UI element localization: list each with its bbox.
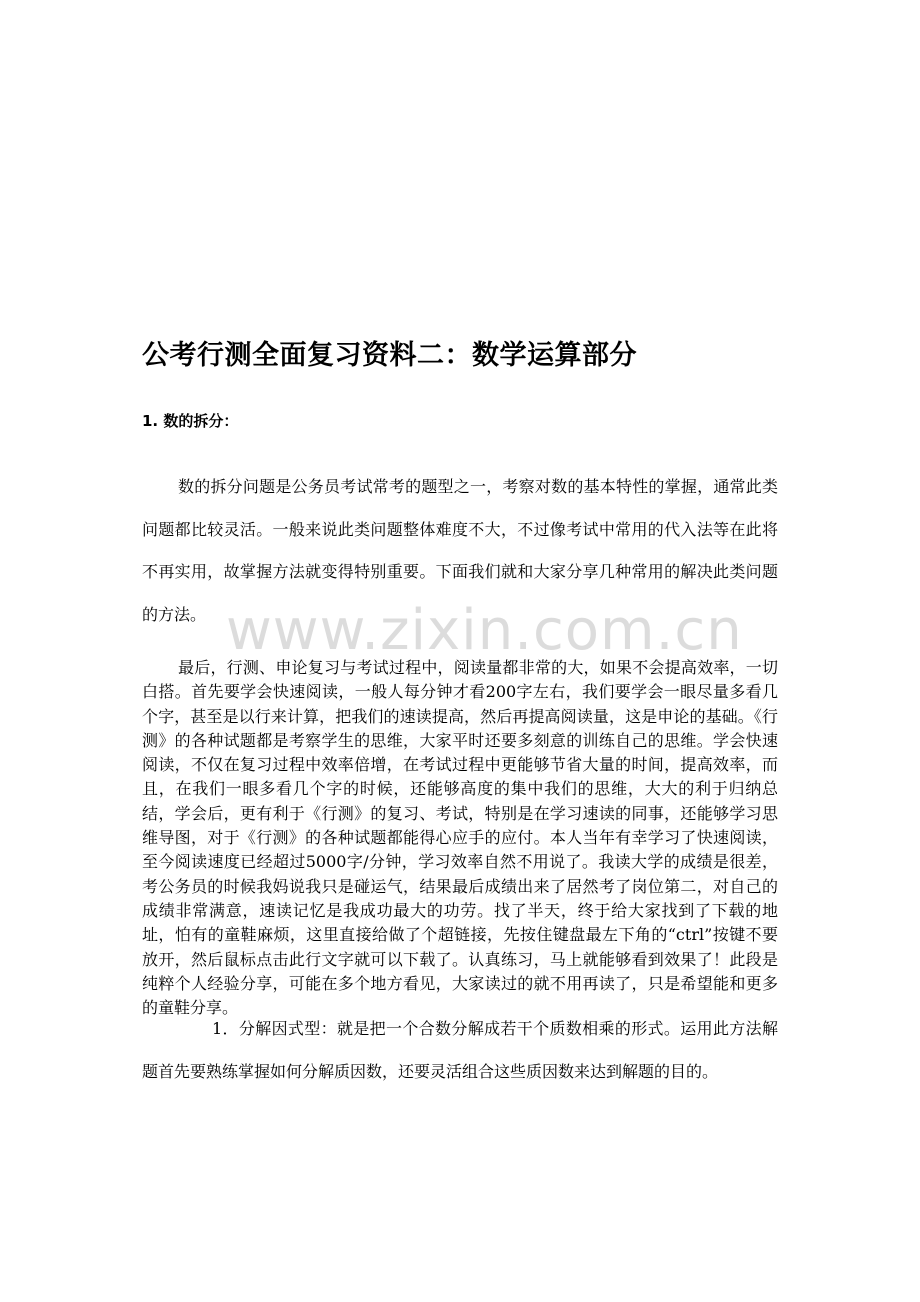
intro-paragraph: 数的拆分问题是公务员考试常考的题型之一，考察对数的基本特性的掌握，通常此类问题都比较灵活。一般来说此类问题整体难度不大，不过像考试中常用的代入法等在此将不再实用，故掌握方法就变得特别重要。下面我们就和大家分享几种常用的解决此类问题的方法。 [142,477,778,624]
experience-paragraph[interactable]: 最后，行测、申论复习与考试过程中，阅读量都非常的大，如果不会提高效率，一切白搭。首先要学会快速阅读，一般人每分钟才看200字左右，我们要学会一眼尽量多看几个字，甚至是以行来计算，把我们的速读提高，然后再提高阅读量，这是申论的基础。《行测》的各种试题都是考察学生的思维，大家平时还要多刻意的训练自己的思维。学会快速阅读，不仅在复习过程中效率倍增，在考试过程中更能够节省大量的时间，提高效率，而且，在我们一眼多看几个字的时候，还能够高度的集中我们的思维，大大的利于归纳总结，学会后，更有利于《行测》的复习、考试，特别是在学习速读的同事，还能够学习思维导图，对于《行测》的各种试题都能得心应手的应付。本人当年有幸学习了快速阅读，至今阅读速度已经超过5000字/分钟，学习效率自然不用说了。我读大学的成绩是很差，考公务员的时候我妈说我只是碰运气，结果最后成绩出来了居然考了岗位第二，对自己的成绩非常满意，速读记忆是我成功最大的功劳。找了半天，终于给大家找到了下载的地址，怕有的童鞋麻烦，这里直接给做了个超链接，先按住键盘最左下角的“ctrl”按键不要放开，然后鼠标点击此行文字就可以下载了。认真练习，马上就能够看到效果了！此段是纯粹个人经验分享，可能在多个地方看见，大家读过的就不用再读了，只是希望能和更多的童鞋分享。 [142,658,778,1018]
page-title: 公考行测全面复习资料二：数学运算部分 [142,340,637,371]
section-heading: 1. 数的拆分： [142,412,239,430]
watermark: www.zixin.com.cn [226,598,743,663]
method-paragraph: 1．分解因式型：就是把一个合数分解成若干个质数相乘的形式。运用此方法解题首先要熟练掌握如何分解质因数，还要灵活组合这些质因数来达到解题的目的。 [142,1019,778,1081]
